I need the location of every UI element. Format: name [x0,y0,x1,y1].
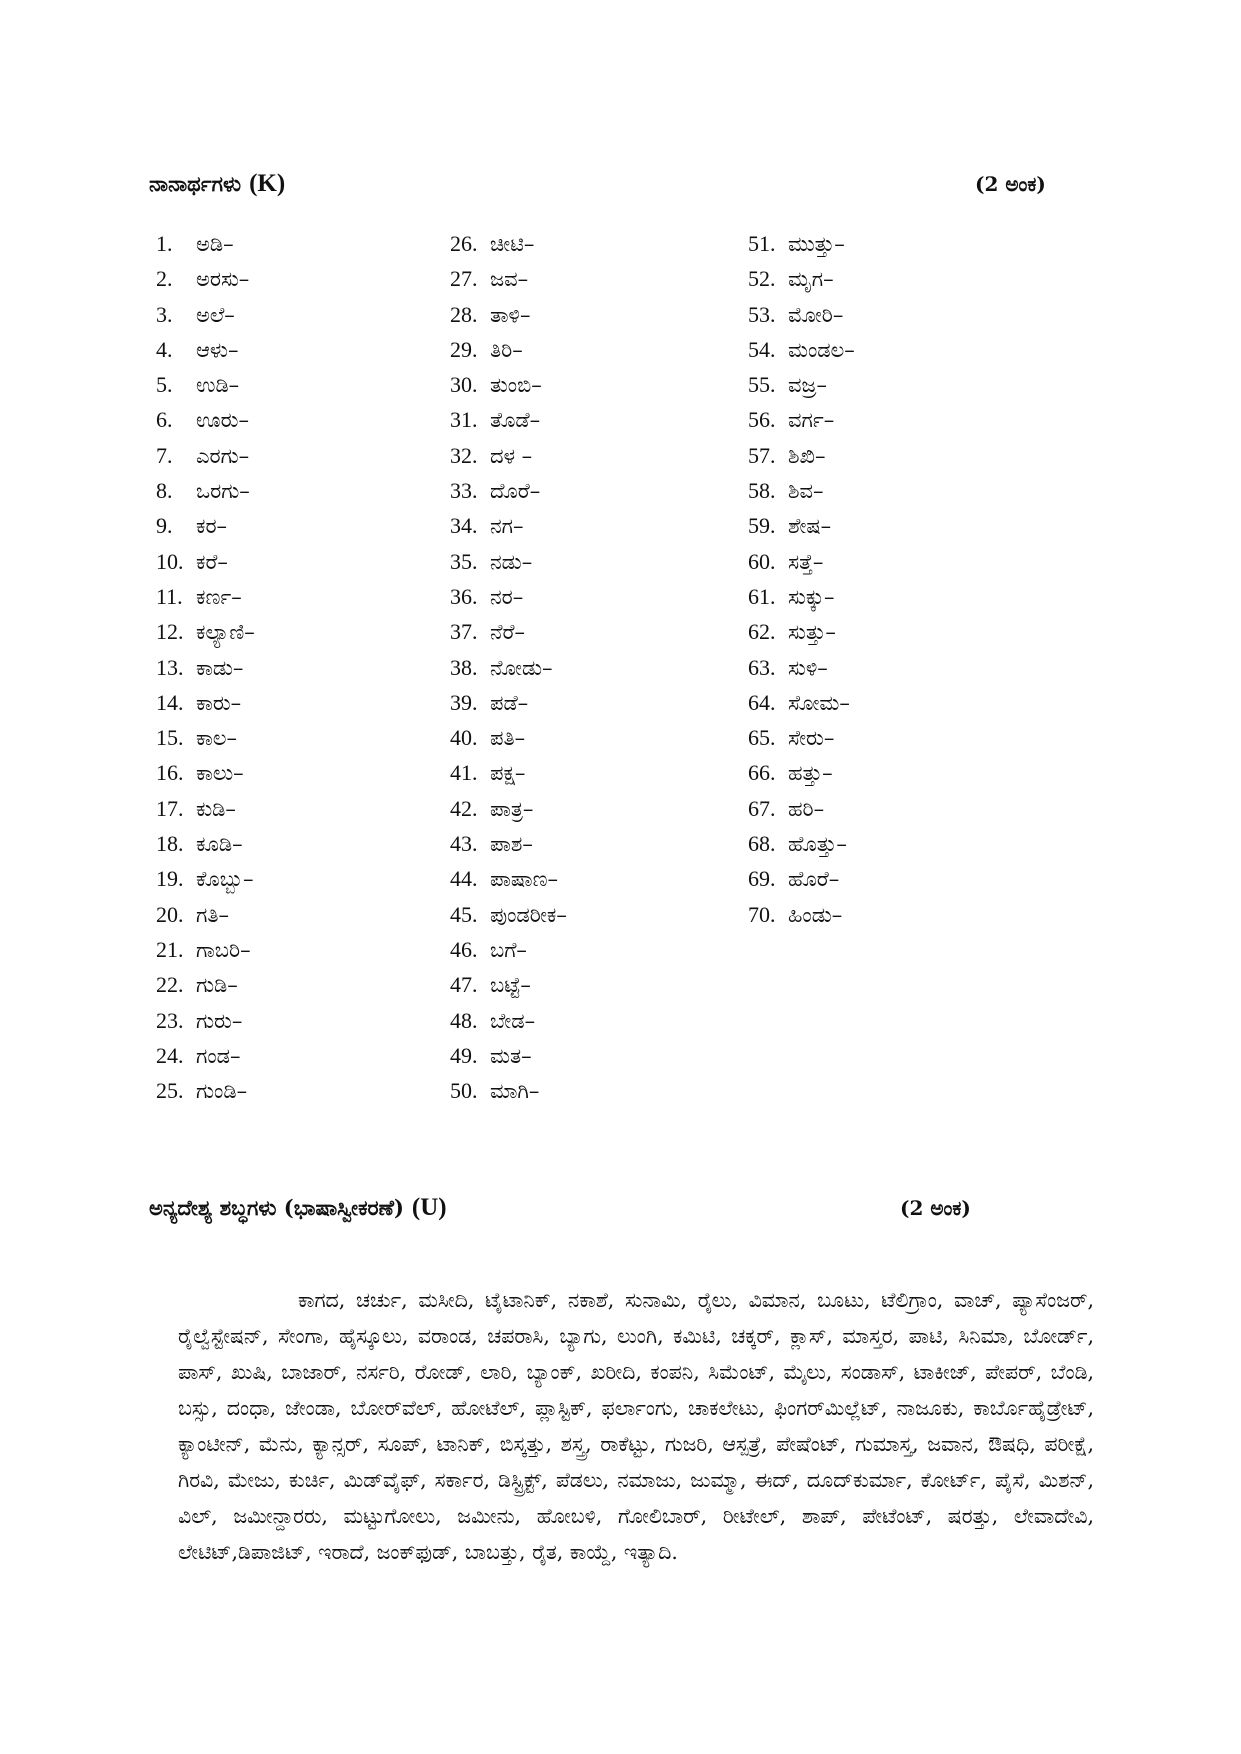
item-number: 67. [748,795,776,821]
item-number: 39. [450,689,478,715]
item-word: ಕರೆ– [196,549,228,574]
item-number: 69. [748,866,776,892]
list-item [156,650,255,685]
list-item [450,720,567,755]
item-word: ನಡು– [490,549,533,574]
item-number: 44. [450,866,478,892]
list-item [450,402,567,437]
list-item [156,508,255,543]
item-word: ಹಿಂಡು– [788,902,843,927]
list-item [450,932,567,967]
item-number: 49. [450,1042,478,1068]
item-number: 2. [156,266,173,292]
list-item [450,508,567,543]
item-number: 30. [450,372,478,398]
item-number: 9. [156,513,173,539]
list-item [748,826,855,861]
item-word: ನೋಡು– [490,655,553,680]
item-word: ಹತ್ತು– [788,761,833,786]
section-title: ನಾನಾರ್ಥಗಳು [149,171,242,196]
item-number: 14. [156,689,184,715]
list-item [450,1038,567,1073]
item-word: ಗತಿ– [196,902,229,927]
item-word: ಪಾತ್ರ– [490,796,534,821]
item-number: 25. [156,1078,184,1104]
item-number: 45. [450,901,478,927]
list-item [450,1003,567,1038]
list-item [156,1038,255,1073]
list-item [748,332,855,367]
list-item [156,685,255,720]
item-word: ಸುಕ್ಕು– [788,584,835,609]
item-word: ಮುತ್ತು– [788,232,845,256]
item-word: ಶಿವ– [788,479,824,504]
item-word: ಮೃಗ– [788,267,834,292]
item-word: ಉಡಿ– [196,373,240,398]
word-list-column-3 [748,226,855,932]
item-number: 42. [450,795,478,821]
list-item [748,614,855,649]
section-heading-nanarthagalu [149,170,285,198]
list-item [156,332,255,367]
item-word: ಪಾಶ– [490,832,533,857]
item-number: 53. [748,301,776,327]
item-word: ತೊಡೆ– [490,408,541,433]
section-title: ಅನ್ಯದೇಶ್ಯ ಶಬ್ಧಗಳು (ಭಾಷಾಸ್ವೀಕರಣೆ) [149,1195,404,1220]
item-word: ಕಾಡು– [196,655,244,680]
item-number: 60. [748,548,776,574]
list-item [156,226,255,261]
list-item [450,332,567,367]
item-number: 3. [156,301,173,327]
item-number: 55. [748,372,776,398]
item-word: ಹರಿ– [788,796,825,821]
loanwords-paragraph: ಕಾಗದ, ಚರ್ಚು, ಮಸೀದಿ, ಟೈಟಾನಿಕ್, ನಕಾಶೆ, ಸುನಾಮಿ, ರೈಲು, ವಿಮಾನ, ಬೂಟು, ಟೆಲಿಗ್ರಾಂ, ವಾಚ್, ಪ್ಯಾಸೆಂಜರ್, ರೈಲ್ವೆಸ್ಟೇಷನ್, ಸೇಂಗಾ, ಹೈಸ್ಕೂಲು, ವರಾಂಡ, ಚಪರಾಸಿ, ಬ್ಯಾಗು, ಲುಂಗಿ, ಕಮಿಟಿ, ಚಕ್ಕರ್, ಕ್ಲಾಸ್, ಮಾಸ್ತರ, ಪಾಟಿ, ಸಿನಿಮಾ, ಬೋರ್ಡ್, ಪಾಸ್, ಖುಷಿ, ಬಾಜಾರ್, ನರ್ಸರಿ, ರೋಡ್, ಲಾರಿ, ಬ್ಯಾಂಕ್, ಖರೀದಿ, ಕಂಪನಿ, ಸಿಮೆಂಟ್, ಮೈಲು, ಸಂಡಾಸ್, ಟಾಕೀಜ್, ಪೇಪರ್, ಬೆಂಡಿ, ಬಸ್ಸು, ದಂಧಾ, ಜೇಂಡಾ, ಬೋರ್‌ವೆಲ್, ಹೋಟೆಲ್, ಪ್ಲಾಸ್ಟಿಕ್, ಫರ್ಲಾಂಗು, ಚಾಕಲೇಟು, ಫಿಂಗರ್‌ಮಿಲ್ಲೆಟ್, ನಾಜೂಕು, ಕಾರ್ಬೊಹೈಡ್ರೇಟ್, ಕ್ಯಾಂಟೀನ್, ಮೆನು, ಕ್ಯಾನ್ಸರ್, ಸೂಪ್, ಟಾನಿಕ್, ಬಿಸ್ಕತ್ತು, ಶಸ್ತ್ರ, ರಾಕೆಟ್ಟು, ಗುಜರಿ, ಆಸ್ಪತ್ರೆ, ಪೇಷೆಂಟ್, ಗುಮಾಸ್ತ, ಜವಾನ, ಔಷಧಿ, ಪರೀಕ್ಷೆ, ಗಿರವಿ, ಮೇಜು, ಕುರ್ಚಿ, ಮಿಡ್‌ವೈಫ್, ಸರ್ಕಾರ, ಡಿಸ್ಟ್ರಿಕ್ಟ್, ಪೆಡಲು, ನಮಾಜು, ಜುಮ್ಮಾ, ಈದ್, ದೂದ್‌ಕುರ್ಮಾ, ಕೋರ್ಟ್, ಪೈಸೆ, ಮಿಶನ್, ವಿಲ್, ಜಮೀನ್ದಾರರು, ಮಟ್ಟುಗೋಲು, ಜಮೀನು, ಹೋಬಳಿ, ಗೋಲಿಬಾರ್, ರೀಟೇಲ್, ಶಾಪ್, ಪೇಟೆಂಟ್, ಷರತ್ತು, ಲೇವಾದೇವಿ, ಲೇಟಿಟ್,ಡಿಪಾಜಿಟ್, ಇರಾದೆ, ಜಂಕ್‌ಫುಡ್, ಬಾಬತ್ತು, ರೈತ, ಕಾಯ್ದೆ, ಇತ್ಯಾದಿ. [178,1288,1094,1564]
item-number: 7. [156,442,173,468]
item-word: ಕಲ್ಯಾಣಿ– [196,620,255,645]
item-word: ಗುರು– [196,1008,243,1033]
list-item [156,579,255,614]
list-item [748,685,855,720]
item-number: 28. [450,301,478,327]
item-number: 24. [156,1042,184,1068]
list-item [748,579,855,614]
list-item [156,826,255,861]
item-number: 52. [748,266,776,292]
item-number: 21. [156,936,184,962]
item-number: 18. [156,831,184,857]
item-number: 19. [156,866,184,892]
list-item [450,967,567,1002]
item-number: 15. [156,725,184,751]
list-item [450,297,567,332]
item-word: ನರ– [490,584,524,609]
item-number: 43. [450,831,478,857]
list-item [156,473,255,508]
list-item [450,897,567,932]
list-item [748,367,855,402]
list-item [450,861,567,896]
list-item [450,544,567,579]
item-number: 54. [748,336,776,362]
list-item [156,861,255,896]
list-item [156,261,255,296]
item-word: ಸೋಮ– [788,690,850,715]
item-word: ಕರ– [196,514,228,539]
item-word: ಪಕ್ಷ– [490,761,526,786]
item-number: 33. [450,478,478,504]
item-word: ಬೇಡ– [490,1008,536,1033]
item-number: 1. [156,231,173,256]
item-word: ಕೂಡಿ– [196,832,243,857]
word-list-column-2 [450,226,567,1108]
item-word: ಕಾಲ– [196,726,237,751]
list-item [156,438,255,473]
item-number: 8. [156,478,173,504]
list-item [748,755,855,790]
item-number: 57. [748,442,776,468]
section-code: (K) [249,170,286,197]
item-word: ದೊರೆ– [490,479,541,504]
item-number: 51. [748,231,776,256]
item-word: ಸೇರು– [788,726,835,751]
list-item [156,402,255,437]
item-number: 70. [748,901,776,927]
list-item [156,720,255,755]
item-number: 50. [450,1078,478,1104]
item-number: 16. [156,760,184,786]
item-number: 36. [450,583,478,609]
list-item [450,367,567,402]
item-number: 32. [450,442,478,468]
list-item [748,473,855,508]
item-word: ಜವ– [490,267,529,292]
item-number: 63. [748,654,776,680]
item-number: 35. [450,548,478,574]
item-number: 22. [156,972,184,998]
item-word: ಮಂಡಲ– [788,337,855,362]
list-item [450,826,567,861]
item-number: 65. [748,725,776,751]
item-word: ಕುಡಿ– [196,796,236,821]
item-word: ದಳ – [490,443,533,468]
item-word: ಕರ್ಣ– [196,584,242,609]
item-number: 41. [450,760,478,786]
item-number: 27. [450,266,478,292]
list-item [450,791,567,826]
item-number: 12. [156,619,184,645]
item-word: ಪತಿ– [490,726,526,751]
item-word: ಮಾಗಿ– [490,1079,540,1104]
item-word: ಸುತ್ತು– [788,620,836,645]
item-word: ಗುಂಡಿ– [196,1079,248,1104]
item-word: ಕಾಲು– [196,761,244,786]
item-number: 58. [748,478,776,504]
list-item [156,755,255,790]
list-item [450,438,567,473]
item-number: 23. [156,1007,184,1033]
item-word: ಅರಸು– [196,267,250,292]
item-number: 56. [748,407,776,433]
list-item [450,685,567,720]
item-number: 68. [748,831,776,857]
marks-label: (2 ಅಂಕ) [975,172,1046,196]
item-number: 26. [450,231,478,256]
item-word: ಅಡಿ– [196,232,234,256]
list-item [156,791,255,826]
list-item [748,791,855,826]
item-number: 37. [450,619,478,645]
item-word: ಸುಳಿ– [788,655,828,680]
item-number: 66. [748,760,776,786]
marks-label: (2 ಅಂಕ) [900,1196,971,1220]
item-word: ಪಡೆ– [490,690,529,715]
list-item [748,402,855,437]
list-item [748,226,855,261]
item-word: ವಜ್ರ– [788,373,828,398]
item-word: ಹೊತ್ತು– [788,832,847,857]
list-item [156,1073,255,1108]
list-item [748,438,855,473]
item-number: 29. [450,336,478,362]
item-word: ಚೀಟಿ– [490,232,535,256]
item-word: ಅಲೆ– [196,302,235,327]
item-number: 13. [156,654,184,680]
item-number: 46. [450,936,478,962]
list-item [450,261,567,296]
item-number: 62. [748,619,776,645]
item-word: ಶಿಖಿ– [788,443,826,468]
item-number: 59. [748,513,776,539]
list-item [748,508,855,543]
list-item [156,932,255,967]
item-number: 11. [156,583,183,609]
list-item [450,579,567,614]
item-number: 47. [450,972,478,998]
item-word: ಹೊರೆ– [788,867,840,892]
item-word: ಊರು– [196,408,249,433]
list-item [450,226,567,261]
item-number: 17. [156,795,184,821]
item-number: 6. [156,407,173,433]
item-word: ನೆರೆ– [490,620,525,645]
section-heading-anyadeshya [149,1194,447,1222]
item-word: ಎರಗು– [196,443,250,468]
item-number: 38. [450,654,478,680]
item-word: ಗಂಡ– [196,1043,241,1068]
list-item [156,1003,255,1038]
word-list-column-1 [156,226,255,1108]
list-item [156,367,255,402]
list-item [748,861,855,896]
list-item [156,967,255,1002]
item-number: 4. [156,336,173,362]
item-word: ಕಾರು– [196,690,242,715]
list-item [156,897,255,932]
item-word: ಬಗೆ– [490,937,527,962]
item-number: 10. [156,548,184,574]
item-word: ಆಳು– [196,337,239,362]
list-item [748,720,855,755]
item-number: 40. [450,725,478,751]
list-item [748,897,855,932]
item-word: ಮತ– [490,1043,532,1068]
item-word: ತಿರಿ– [490,337,523,362]
list-item [450,755,567,790]
item-word: ಗಾಬರಿ– [196,937,251,962]
item-word: ತಾಳಿ– [490,302,531,327]
item-word: ವರ್ಗ– [788,408,835,433]
item-word: ಒರಗು– [196,479,250,504]
item-word: ಗುಡಿ– [196,973,238,998]
list-item [748,261,855,296]
item-number: 61. [748,583,776,609]
item-number: 34. [450,513,478,539]
list-item [450,1073,567,1108]
item-word: ನಗ– [490,514,524,539]
item-word: ಬಟ್ಟೆ– [490,973,531,998]
list-item [450,473,567,508]
item-number: 31. [450,407,478,433]
list-item [748,650,855,685]
list-item [156,614,255,649]
item-word: ಮೋರಿ– [788,302,844,327]
item-word: ತುಂಬಿ– [490,373,542,398]
item-number: 48. [450,1007,478,1033]
item-word: ಪಾಷಾಣ– [490,867,558,892]
list-item [156,297,255,332]
item-word: ಕೊಬ್ಬು– [196,867,254,892]
section-code: (U) [411,1194,447,1221]
list-item [748,297,855,332]
list-item [450,614,567,649]
list-item [450,650,567,685]
item-number: 5. [156,372,173,398]
item-word: ಪುಂಡರೀಕ– [490,902,567,927]
item-number: 64. [748,689,776,715]
item-word: ಶೇಷ– [788,514,832,539]
list-item [156,544,255,579]
list-item [748,544,855,579]
item-number: 20. [156,901,184,927]
item-word: ಸತ್ತೆ– [788,549,824,574]
